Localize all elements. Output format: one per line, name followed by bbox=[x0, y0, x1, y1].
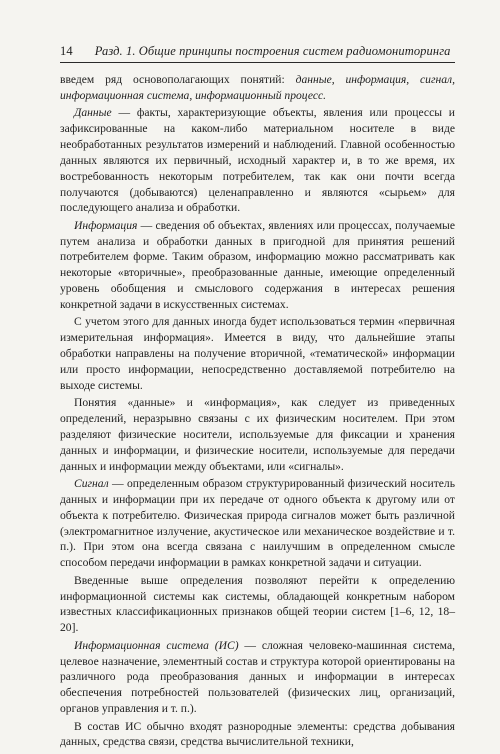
paragraph-term: Информационная система (ИС) bbox=[74, 638, 239, 652]
body-text bbox=[60, 72, 455, 752]
paragraph-system-transition bbox=[60, 573, 455, 636]
paragraph-primary-information bbox=[60, 314, 455, 393]
paragraph-information-definition bbox=[60, 218, 455, 313]
paragraph-term: данные, информация, сигнал, информационная система, информационный процесс. bbox=[60, 73, 456, 102]
paragraph-signal-definition bbox=[60, 476, 455, 571]
paragraph-text: — факты, характеризующие объекты, явления или процессы и зафиксированные на каком-либо материальном носителе в виде необработанных результатов измерений и наблюдений. Главной особенностью данных являются их первичный, исходный характер и, в то же время, их востребованность некоторым потребителем, так как они почти всегда получаются (добываются) целенаправленно и являются «сырьем» для последующего анализа и обработки. bbox=[60, 106, 455, 215]
page-number: 14 bbox=[60, 44, 73, 58]
paragraph-text: Введенные выше определения позволяют перейти к определению информационной системы как системы, обладающей конкретным набором известных классификационных признаков общей теории систем [1–6, 12, 18–20]. bbox=[60, 573, 455, 635]
paragraph-text: В состав ИС обычно входят разнородные элементы: средства добывания данных, средства связи, средства вычислительной техники, bbox=[60, 719, 455, 749]
paragraph-text: — сложная человеко-машинная система, целевое назначение, элементный состав и структура которой ориентированы на различного рода преобразования данных и информации в интересах обеспечения потребностей пользователей (физических лиц, организаций, органов управления и т. п.). bbox=[60, 638, 455, 716]
paragraph-text: С учетом этого для данных иногда будет использоваться термин «первичная измерительная информация». Имеется в виду, что дальнейшие этапы обработки направлены на получение вторичной, «тематической» информации или просто информации, непосредственно доставляемой потребителю на выходе системы. bbox=[60, 315, 455, 392]
paragraph-intro bbox=[60, 72, 455, 104]
running-title: Разд. 1. Общие принципы построения систем радиомониторинга bbox=[94, 44, 451, 58]
paragraph-text: — сведения об объектах, явлениях или процессах, получаемые путем анализа и обработки данных в пригодной для принятия решений потребителем форме. Таким образом, информацию можно рассматривать как некоторые «вторичные», преобразованные данные, имеющие определенный уровень обобщения и смыслового содержания в интересах решения конкретной задачи в искусственных системах. bbox=[60, 218, 455, 311]
paragraph-term: Информация bbox=[74, 218, 138, 232]
paragraph-data-definition bbox=[60, 105, 455, 216]
running-header bbox=[60, 44, 455, 59]
paragraph-text: — определенным образом структурированный физический носитель данных и информации при их передаче от одного объекта к другому или от объекта к потребителю. Физическая природа сигналов может быть различной (электромагнитное излучение, акустическое или механическое воздействие и т. п.). При этом она всегда связана с наилучшим в определенном смысле способом передачи информации в рамках конкретной задачи и ситуации. bbox=[60, 477, 455, 570]
paragraph-term: Сигнал bbox=[74, 477, 109, 491]
paragraph-carriers bbox=[60, 395, 455, 474]
paragraph-is-composition bbox=[60, 719, 455, 751]
header-rule bbox=[60, 62, 455, 63]
paragraph-is-definition bbox=[60, 638, 455, 717]
paragraph-text: введем ряд основополагающих понятий: bbox=[60, 73, 296, 86]
paragraph-term: Данные bbox=[74, 106, 112, 120]
paragraph-text: Понятия «данные» и «информация», как следует из приведенных определений, неразрывно связаны с их физическим носителем. При этом разделяют физические носители, используемые для фиксации и хранения данных и информации, и физические носители, используемые для передачи данных и информации между объектами, или «сигналы». bbox=[60, 396, 455, 473]
